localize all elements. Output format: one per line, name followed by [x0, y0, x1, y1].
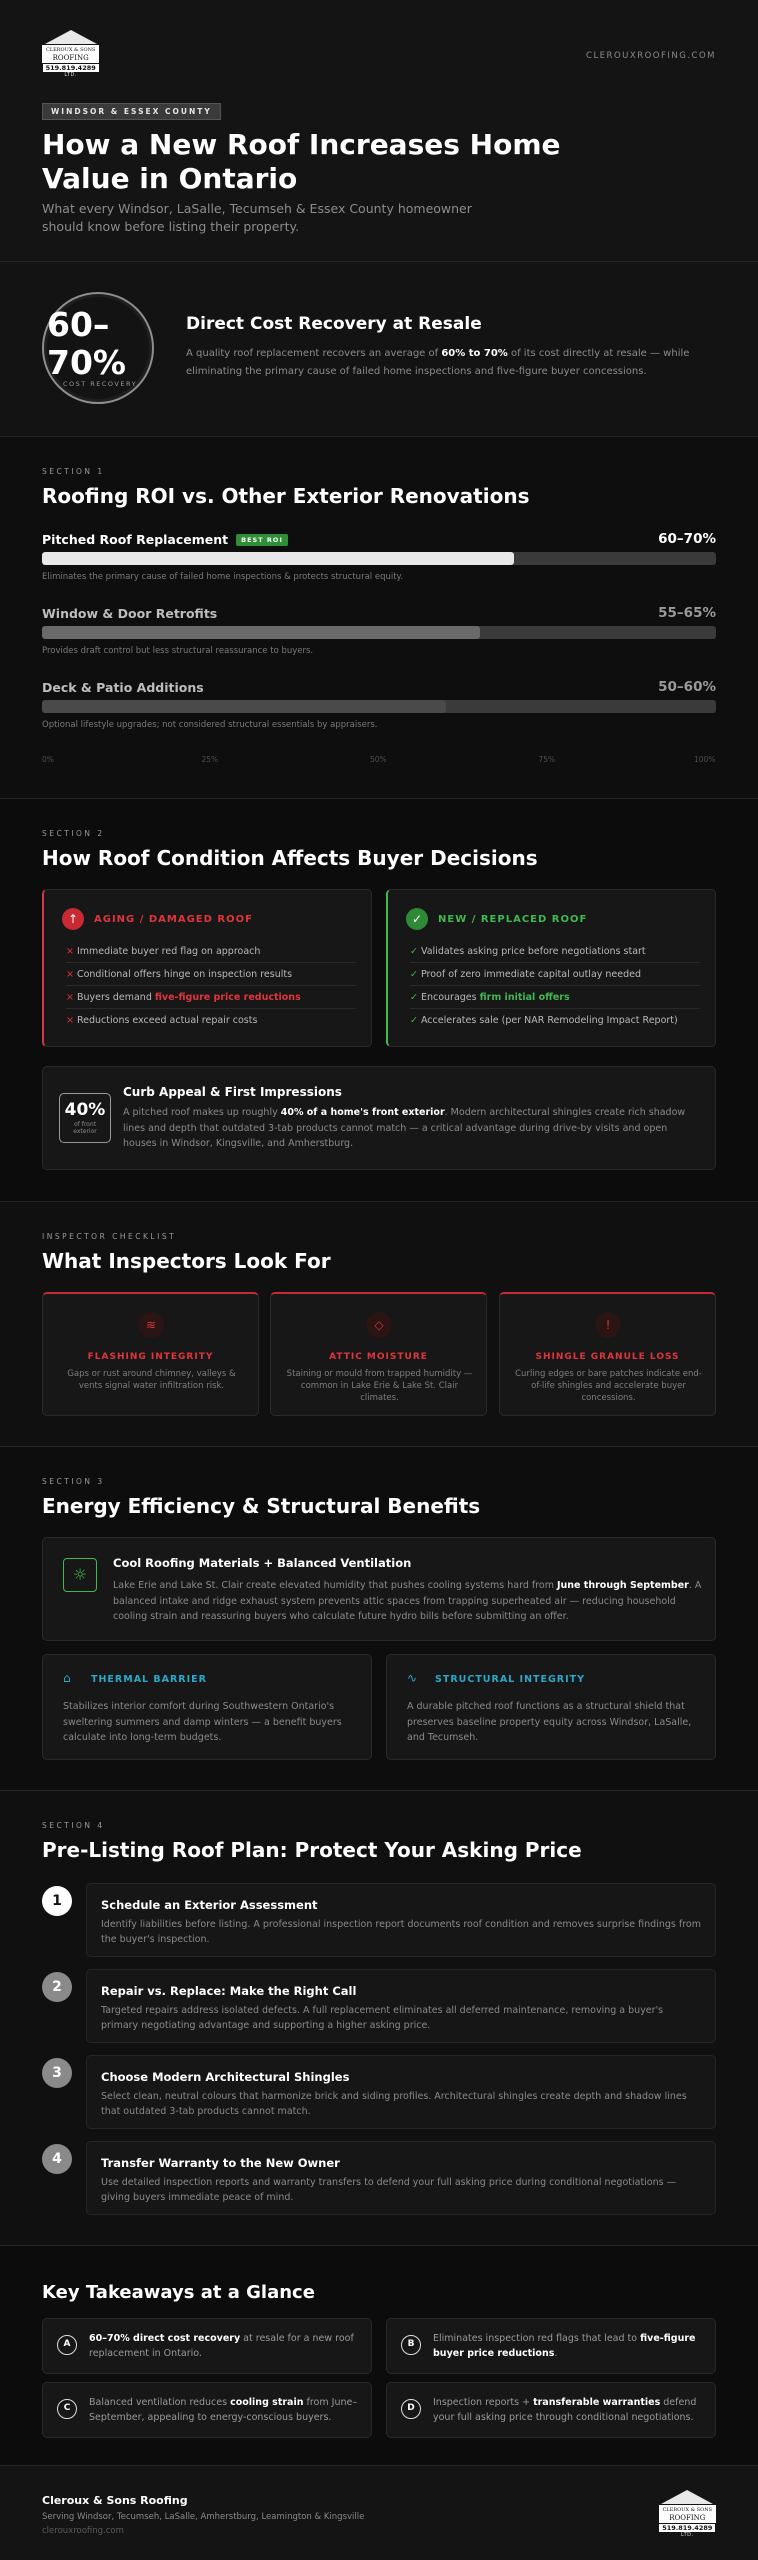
list-item: ✓ Encourages firm initial offers: [410, 992, 570, 1003]
structural-integrity-card: [386, 1654, 716, 1760]
section-kicker: SECTION 3: [42, 1477, 105, 1486]
new-roof-card: [386, 889, 716, 1047]
structural-heading: STRUCTURAL INTEGRITY: [435, 1674, 586, 1685]
takeaway-card-a: A 60–70% direct cost recovery at resale for a new roof replacement in Ontario.: [42, 2318, 372, 2374]
axis-tick-label: 25%: [201, 755, 219, 764]
bar-track: [42, 552, 716, 565]
region-tag: WINDSOR & ESSEX COUNTY: [42, 103, 221, 120]
bar: [42, 700, 446, 713]
step-card: Schedule an Exterior Assessment Identify liabilities before listing. A professional inspection report documents roof condition and removes surprise findings from the buyer's inspection.: [86, 1883, 716, 1957]
check-icon: ✓: [406, 908, 428, 930]
bar-note: Eliminates the primary cause of failed home inspections & protects structural equity.: [42, 572, 404, 582]
logo-sub: LTD.: [64, 72, 77, 78]
cost-recovery-value: 60–70%: [47, 305, 126, 382]
new-heading: NEW / REPLACED ROOF: [438, 914, 588, 925]
inspector-card-granule: ! SHINGLE GRANULE LOSS Curling edges or bare patches indicate end-of-life shingles and accelerate buyer concessions.: [499, 1292, 716, 1416]
cost-recovery-label: COST RECOVERY: [62, 380, 138, 388]
takeaways-section: [0, 2246, 758, 2466]
bar-track: [42, 700, 716, 713]
curb-pct: 40%: [64, 1100, 106, 1120]
footer-logo[interactable]: CLEROUX & SONS ROOFING 519.819.4289 LTD.: [659, 2490, 716, 2538]
curb-text: A pitched roof makes up roughly 40% of a home's front exterior. Modern architectural shingles create rich shadow lines and depth that outdated 3-tab products cannot match — a critical advantage during drive-by visits and open houses in Windsor, Kingsville, and Amherstburg.: [123, 1107, 686, 1149]
bar-label: Deck & Patio Additions: [42, 680, 204, 695]
bar: [42, 552, 514, 565]
bar-value-label: 50–60%: [658, 679, 716, 695]
page-subtitle: What every Windsor, LaSalle, Tecumseh & Essex County homeowner should know before listing their property.: [42, 201, 472, 234]
bar-label: Window & Door Retrofits: [42, 606, 218, 621]
structural-text: A durable pitched roof functions as a structural shield that preserves baseline property equity across Windsor, LaSalle, and Tecumseh.: [407, 1701, 692, 1743]
section-kicker: SECTION 4: [42, 1821, 105, 1830]
cool-roofing-card: [42, 1537, 716, 1641]
bar-value-label: 55–65%: [658, 605, 716, 621]
footer-areas: Serving Windsor, Tecumseh, LaSalle, Amherstburg, Leamington & Kingsville: [42, 2512, 365, 2522]
step-number: 2: [42, 1972, 72, 2002]
logo-word: ROOFING: [52, 54, 89, 62]
pulse-icon: ∿: [407, 1671, 418, 1685]
inspector-card-moisture: ◇ ATTIC MOISTURE Staining or mould from trapped humidity — common in Lake Erie & Lake St. Clair climates.: [270, 1292, 487, 1416]
page-title: How a New Roof Increases Home Value in Ontario: [42, 128, 561, 195]
thermal-heading: THERMAL BARRIER: [91, 1674, 207, 1685]
step-card: Transfer Warranty to the New Owner Use detailed inspection reports and warranty transfers to defend your full asking price during conditional negotiations — giving buyers immediate peace of mind.: [86, 2141, 716, 2215]
roi-bar-chart: [0, 0, 758, 800]
axis-tick-label: 100%: [694, 755, 716, 764]
aging-heading: AGING / DAMAGED ROOF: [94, 914, 253, 925]
list-item: × Reductions exceed actual repair costs: [66, 1015, 258, 1026]
bar-value-label: 60–70%: [658, 531, 716, 547]
logo-name: CLEROUX & SONS: [46, 47, 96, 53]
curb-appeal-card: [42, 1066, 716, 1170]
bar: [42, 626, 480, 639]
website-link[interactable]: CLEROUXROOFING.COM: [586, 51, 716, 61]
axis-tick-label: 0%: [42, 755, 54, 764]
best-roi-badge: BEST ROI: [236, 534, 288, 546]
curb-pct-label: of front exterior: [73, 1121, 97, 1135]
cost-heading: Direct Cost Recovery at Resale: [186, 314, 482, 334]
cost-text: A quality roof replacement recovers an average of 60% to 70% of its cost directly at resale — while eliminating the primary cause of failed home inspections and five-figure buyer concessions.: [186, 348, 690, 377]
curb-stat-box: [59, 1093, 111, 1143]
footer-name: Cleroux & Sons Roofing: [42, 2494, 188, 2507]
list-item: × Conditional offers hinge on inspection results: [66, 969, 293, 980]
list-item: ✓ Validates asking price before negotiations start: [410, 946, 646, 957]
section-kicker: INSPECTOR CHECKLIST: [42, 1232, 177, 1241]
section-title: How Roof Condition Affects Buyer Decisions: [42, 846, 538, 870]
section-title: Key Takeaways at a Glance: [42, 2282, 315, 2303]
curb-heading: Curb Appeal & First Impressions: [123, 1085, 342, 1099]
section-title: What Inspectors Look For: [42, 1249, 331, 1273]
section-title: Energy Efficiency & Structural Benefits: [42, 1494, 481, 1518]
inspector-card-flashing: ≋ FLASHING INTEGRITY Gaps or rust around chimney, valleys & vents signal water infiltration risk.: [42, 1292, 259, 1416]
bar-note: Provides draft control but less structural reassurance to buyers.: [42, 646, 314, 656]
roi-section: [0, 437, 758, 799]
section-title: Pre-Listing Roof Plan: Protect Your Asking Price: [42, 1838, 582, 1862]
step-number: 4: [42, 2144, 72, 2174]
home-icon: ⌂: [63, 1671, 71, 1685]
list-item: ✓ Proof of zero immediate capital outlay needed: [410, 969, 642, 980]
aging-roof-card: [42, 889, 372, 1047]
buyer-section: [0, 799, 758, 1202]
section-title: Roofing ROI vs. Other Exterior Renovations: [42, 484, 530, 508]
step-card: Choose Modern Architectural Shingles Select clean, neutral colours that harmonize brick and siding profiles. Architectural shingles create depth and shadow lines that outdated 3-tab products cannot match.: [86, 2055, 716, 2129]
cool-heading: Cool Roofing Materials + Balanced Ventilation: [113, 1556, 412, 1570]
bar-label: Pitched Roof Replacement BEST ROI: [42, 532, 288, 547]
droplet-icon: ◇: [366, 1312, 392, 1338]
roof-logo-icon: [661, 2490, 713, 2504]
axis-tick-label: 75%: [538, 755, 556, 764]
thermal-text: Stabilizes interior comfort during Southwestern Ontario's sweltering summers and damp winters — a benefit buyers calculate into long-term budgets.: [63, 1701, 342, 1743]
step-number: 3: [42, 2058, 72, 2088]
alert-circle-icon: !: [595, 1312, 621, 1338]
thermal-barrier-card: [42, 1654, 372, 1760]
section-kicker: SECTION 1: [42, 467, 105, 476]
list-item: × Immediate buyer red flag on approach: [66, 946, 261, 957]
list-item: ✓ Accelerates sale (per NAR Remodeling Impact Report): [410, 1015, 678, 1026]
cool-text: Lake Erie and Lake St. Clair create elevated humidity that pushes cooling systems hard from June through September. A balanced intake and ridge exhaust system prevents attic spaces from trapping superheated air — reducing household cooling strain and reassuring buyers who calculate future hydro bills before submitting an offer.: [113, 1580, 702, 1622]
bar-note: Optional lifestyle upgrades; not considered structural essentials by appraisers.: [42, 720, 378, 730]
takeaway-card-c: C Balanced ventilation reduces cooling strain from June–September, appealing to energy-conscious buyers.: [42, 2382, 372, 2438]
step-number: 1: [42, 1886, 72, 1916]
section-kicker: SECTION 2: [42, 829, 105, 838]
bar-track: [42, 626, 716, 639]
takeaway-card-b: B Eliminates inspection red flags that lead to five-figure buyer price reductions.: [386, 2318, 716, 2374]
layers-icon: ≋: [138, 1312, 164, 1338]
energy-section: [0, 1447, 758, 1791]
takeaway-card-d: D Inspection reports + transferable warranties defend your full asking price through conditional negotiations.: [386, 2382, 716, 2438]
arrow-up-icon: ↑: [62, 908, 84, 930]
logo-phone: 519.819.4289: [43, 64, 99, 72]
inspector-section: [0, 1202, 758, 1447]
sun-icon: ☼: [63, 1558, 97, 1592]
list-item: × Buyers demand five-figure price reductions: [66, 992, 301, 1003]
footer-site-link[interactable]: clerouxroofing.com: [42, 2526, 124, 2536]
footer: [0, 2466, 758, 2560]
step-card: Repair vs. Replace: Make the Right Call Targeted repairs address isolated defects. A full replacement eliminates all deferred maintenance, removing a buyer's primary negotiating advantage and supporting a higher asking price.: [86, 1969, 716, 2043]
axis-tick-label: 50%: [370, 755, 387, 764]
pre-listing-section: [0, 1791, 758, 2246]
